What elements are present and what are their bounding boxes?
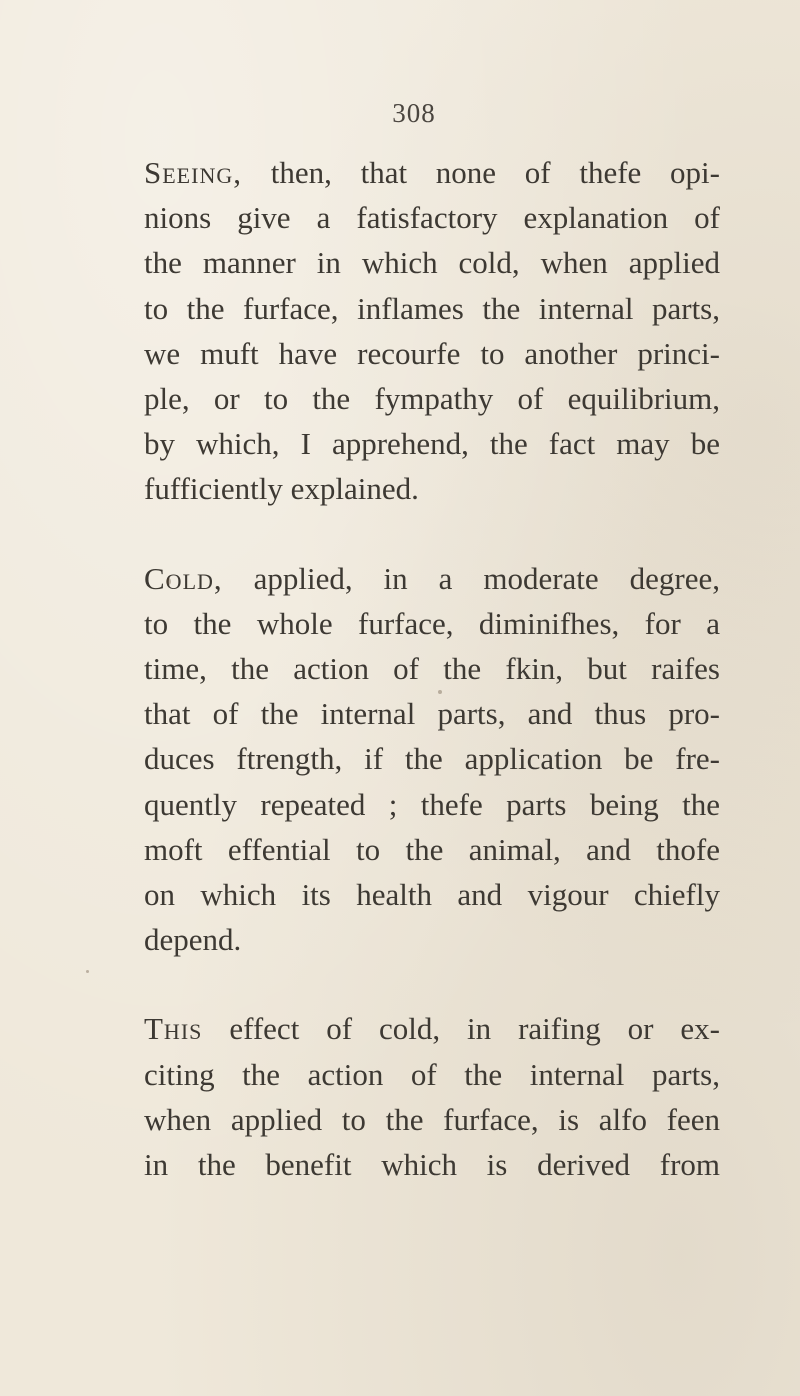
paragraph-1 — [106, 150, 720, 512]
text-line: duces ftrength, if the application be fre- — [144, 741, 720, 777]
text-line: when applied to the furface, is alfo feen — [144, 1101, 720, 1137]
lead-word: Seeing, — [144, 155, 242, 190]
lead-word: This — [144, 1011, 203, 1047]
text-line: in the benefit which is derived from — [144, 1147, 720, 1183]
text-line: nions give a fatisfactory explanation of — [144, 200, 720, 236]
text-line: Cold, applied, in a moderate degree, — [144, 560, 720, 596]
paragraph-2 — [106, 556, 720, 963]
text-line: the manner in which cold, when applied — [144, 245, 720, 281]
body-text — [106, 150, 720, 1231]
text-line: to the furface, inflames the internal parts, — [144, 290, 720, 326]
ink-speck — [166, 578, 171, 585]
text-line: citing the action of the internal parts, — [144, 1056, 720, 1092]
text-line: by which, I apprehend, the fact may be — [144, 426, 720, 462]
text-line: ple, or to the fympathy of equilibrium, — [144, 381, 720, 417]
text-line: depend. — [144, 922, 242, 958]
paragraph-3 — [106, 1006, 720, 1187]
text-line: to the whole furface, diminifhes, for a — [144, 605, 720, 641]
text-line: moft effential to the animal, and thofe — [144, 831, 720, 867]
page-number: 308 — [392, 98, 436, 128]
text-line: on which its health and vigour chiefly — [144, 877, 720, 913]
text-line: we muft have recourfe to another princi- — [144, 335, 720, 371]
text-line: quently repeated ; thefe parts being the — [144, 786, 720, 822]
text-line: This effect of cold, in raifing or ex- — [144, 1011, 720, 1047]
text-line: time, the action of the fkin, but raifes — [144, 651, 720, 687]
text-line: Seeing, then, that none of thefe opi- — [144, 155, 720, 190]
ink-speck — [86, 970, 89, 973]
lead-word: Cold, — [144, 560, 223, 596]
ink-speck — [438, 690, 442, 694]
text-line: that of the internal parts, and thus pro- — [144, 696, 720, 732]
text-line: fufficiently explained. — [144, 471, 419, 507]
